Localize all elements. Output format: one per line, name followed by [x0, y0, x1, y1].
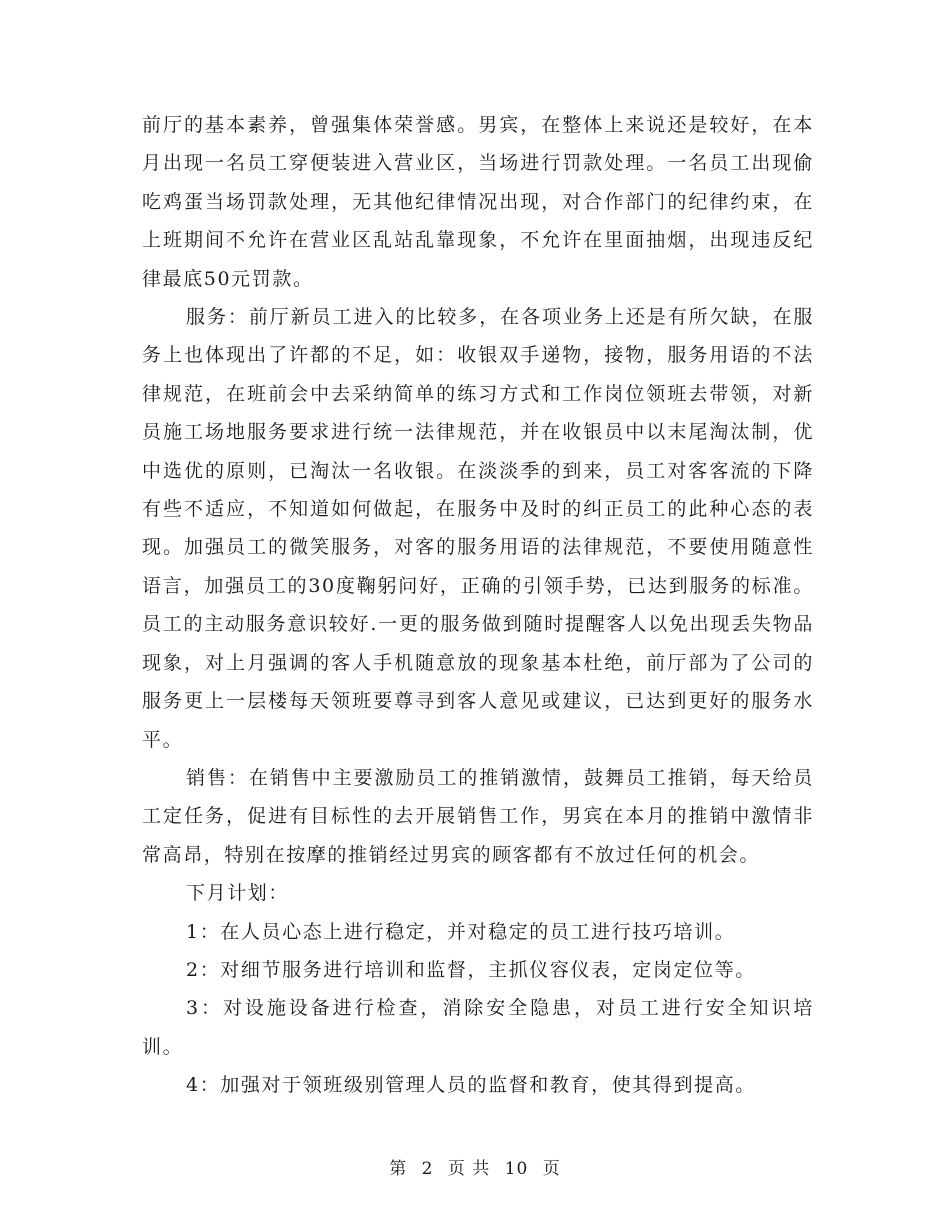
total-pages-number: 10 — [504, 1159, 529, 1179]
plan-item-3: 3：对设施设备进行检查，消除安全隐患，对员工进行安全知识培训。 — [142, 997, 814, 1058]
document-body — [142, 106, 814, 1105]
paragraph-service: 服务：前厅新员工进入的比较多，在各项业务上还是有所欠缺，在服务上也体现出了许都的不足，如：收银双手递物，接物，服务用语的不法律规范，在班前会中去采纳简单的练习方式和工作岗位领班去带领，对新员施工场地服务要求进行统一法律规范，并在收银员中以末尾淘汰制，优中选优的原则，已淘汰一名收银。在淡淡季的到来，员工对客客流的下降有些不适应，不知道如何做起，在服务中及时的纠正员工的此种心态的表现。加强员工的微笑服务，对客的服务用语的法律规范，不要使用随意性语言，加强员工的30度鞠躬问好，正确的引领手势，已达到服务的标准。员工的主动服务意识较好.一更的服务做到随时提醒客人以免出现丢失物品现象，对上月强调的客人手机随意放的现象基本杜绝，前厅部为了公司的服务更上一层楼每天领班要尊寻到客人意见或建议，已达到更好的服务水平。 — [142, 306, 814, 751]
footer-suffix: 页 — [542, 1159, 561, 1179]
footer-middle: 页 共 — [447, 1159, 491, 1179]
current-page-number: 2 — [421, 1159, 434, 1179]
next-month-plan-heading: 下月计划： — [186, 882, 290, 905]
paragraph-sales: 销售：在销售中主要激励员工的推销激情，鼓舞员工推销，每天给员工定任务，促进有目标性的去开展销售工作，男宾在本月的推销中激情非常高昂，特别在按摩的推销经过男宾的顾客都有不放过任何的机会。 — [142, 766, 814, 866]
plan-item-4: 4：加强对于领班级别管理人员的监督和教育，使其得到提高。 — [186, 1074, 756, 1097]
footer-prefix: 第 — [389, 1159, 408, 1179]
page-footer — [0, 1154, 950, 1179]
plan-item-1: 1：在人员心态上进行稳定，并对稳定的员工进行技巧培训。 — [186, 920, 736, 943]
plan-item-2: 2：对细节服务进行培训和监督，主抓仪容仪表，定岗定位等。 — [186, 958, 756, 981]
paragraph-discipline: 前厅的基本素养，曾强集体荣誉感。男宾，在整体上来说还是较好，在本月出现一名员工穿便装进入营业区，当场进行罚款处理。一名员工出现偷吃鸡蛋当场罚款处理，无其他纪律情况出现，对合作部门的纪律约束，在上班期间不允许在营业区乱站乱靠现象，不允许在里面抽烟，出现违反纪律最底50元罚款。 — [142, 114, 814, 290]
